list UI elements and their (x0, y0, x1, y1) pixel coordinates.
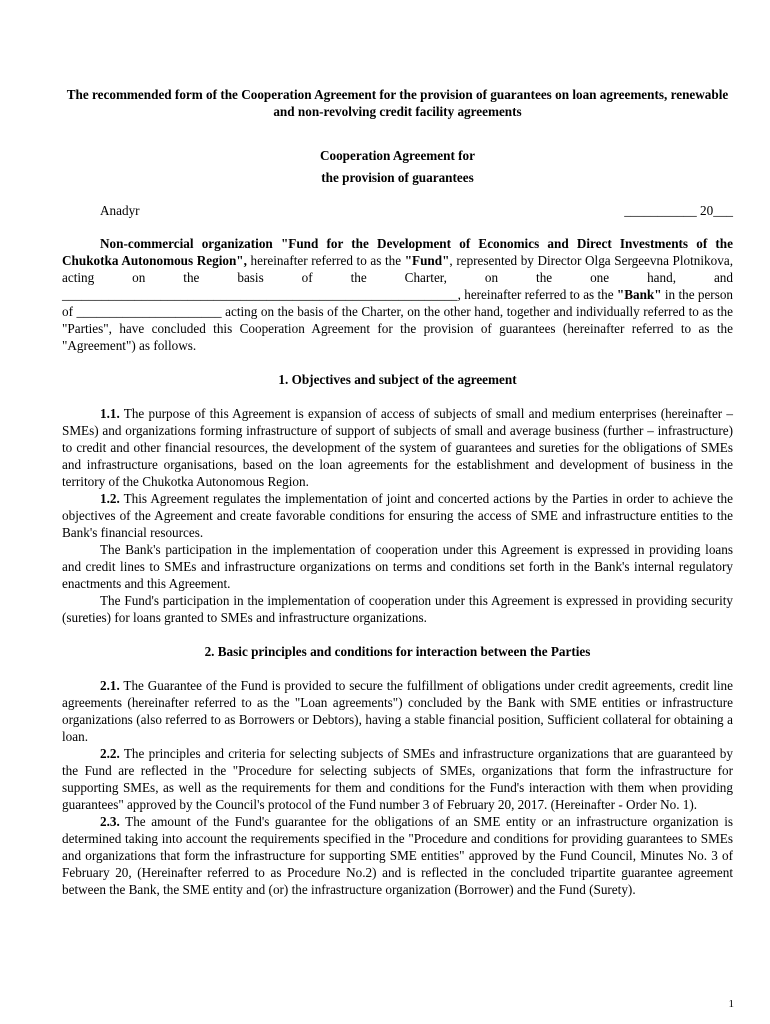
agreement-title-line1: Cooperation Agreement for (319, 148, 476, 163)
agreement-title-line2: the provision of guarantees (321, 170, 474, 185)
clause-1-1: 1.1. The purpose of this Agreement is expansion of access of subjects of small and medium enterprises (hereinafter – SMEs) and organizations forming infrastructure of support of subjects of small and average business (further – infrastructure) to credit and other financial resources, the development of the system of guarantees and sureties for the obligations of SMEs and infrastructure organisations, based on the loan agreements for the establishment and development of business in the territory of the Chukotka Autonomous Region. (62, 406, 733, 489)
clause-2-1: 2.1. The Guarantee of the Fund is provided to secure the fulfillment of obligations under credit agreements, credit line agreements (hereinafter referred to as the "Loan agreements") concluded by the Bank with SME entities or infrastructure organizations (also referred to as Borrowers or Debtors), having a stable financial position, Sufficient collateral for obtaining a loan. (62, 678, 733, 744)
place-date-row (62, 202, 733, 219)
clause-2-3: 2.3. The amount of the Fund's guarantee for the obligations of an SME entity or an infrastructure organization is determined taking into account the requirements specified in the "Procedure and conditions for providing guarantees to SMEs and organizations that form the infrastructure for supporting SME entities" approved by the Fund Council, Minutes No. 3 of February 20, (Hereinafter referred to as Procedure No.2) and is reflected in the concluded tripartite guarantee agreement between the Bank, the SME entity and (or) the infrastructure organization (Borrower) and the Fund (Surety). (62, 814, 733, 897)
preamble-paragraph: Non-commercial organization "Fund for the Development of Economics and Direct Investments of the Chukotka Autonomous Region", hereinafter referred to as the "Fund", represented by Director Olga Sergeevna Plotnikova, acting on the basis of the Charter, on the one hand, and ____________________________________________________________, hereinafter referred to as the "Bank" in the person of ______________________ acting on the basis of the Charter, on the other hand, together and individually referred to as the "Parties", have concluded this Cooperation Agreement for the provision of guarantees (hereinafter referred to as the "Agreement") as follows. (62, 236, 734, 353)
fund-name: Non-commercial organization "Fund for the Development of Economics and Direct Investments of the Chukotka Autonomous Region", (62, 236, 733, 268)
clause-1-4: The Fund's participation in the implementation of cooperation under this Agreement is expressed in providing security (sureties) for loans granted to SMEs and infrastructure organizations. (62, 593, 733, 625)
document-heading: The recommended form of the Cooperation Agreement for the provision of guarantees on loan agreements, renewable and non-revolving credit facility agreements (66, 87, 729, 119)
clause-1-2: 1.2. This Agreement regulates the implementation of joint and concerted actions by the Parties in order to achieve the objectives of the Agreement and create favorable conditions for ensuring the access of SME and infrastructure entities to the Bank's financial resources. (62, 491, 733, 540)
section-2-title: 2. Basic principles and conditions for interaction between the Parties (204, 644, 591, 659)
date-field: ___________ 20___ (624, 203, 733, 218)
bank-term: "Bank" (616, 287, 662, 302)
section-1-title: 1. Objectives and subject of the agreement (278, 372, 517, 387)
document-page (62, 86, 733, 898)
clause-1-3: The Bank's participation in the implementation of cooperation under this Agreement is expressed in providing loans and credit lines to SMEs and infrastructure organizations on terms and conditions set forth in the Bank's internal regulatory enactments and this Agreement. (62, 542, 733, 591)
clause-2-2: 2.2. The principles and criteria for selecting subjects of SMEs and infrastructure organizations that are guaranteed by the Fund are reflected in the "Procedure for selecting subjects of SMEs, organizations that form the infrastructure for supporting SMEs, as well as the requirements for them and conditions for the Fund's interaction with them when providing guarantees" approved by the Council's protocol of the Fund number 3 of February 20, 2017. (Hereinafter - Order No. 1). (62, 746, 733, 812)
fund-term: "Fund" (404, 253, 450, 268)
page-number: 1 (728, 998, 734, 1010)
place: Anadyr (100, 203, 140, 218)
